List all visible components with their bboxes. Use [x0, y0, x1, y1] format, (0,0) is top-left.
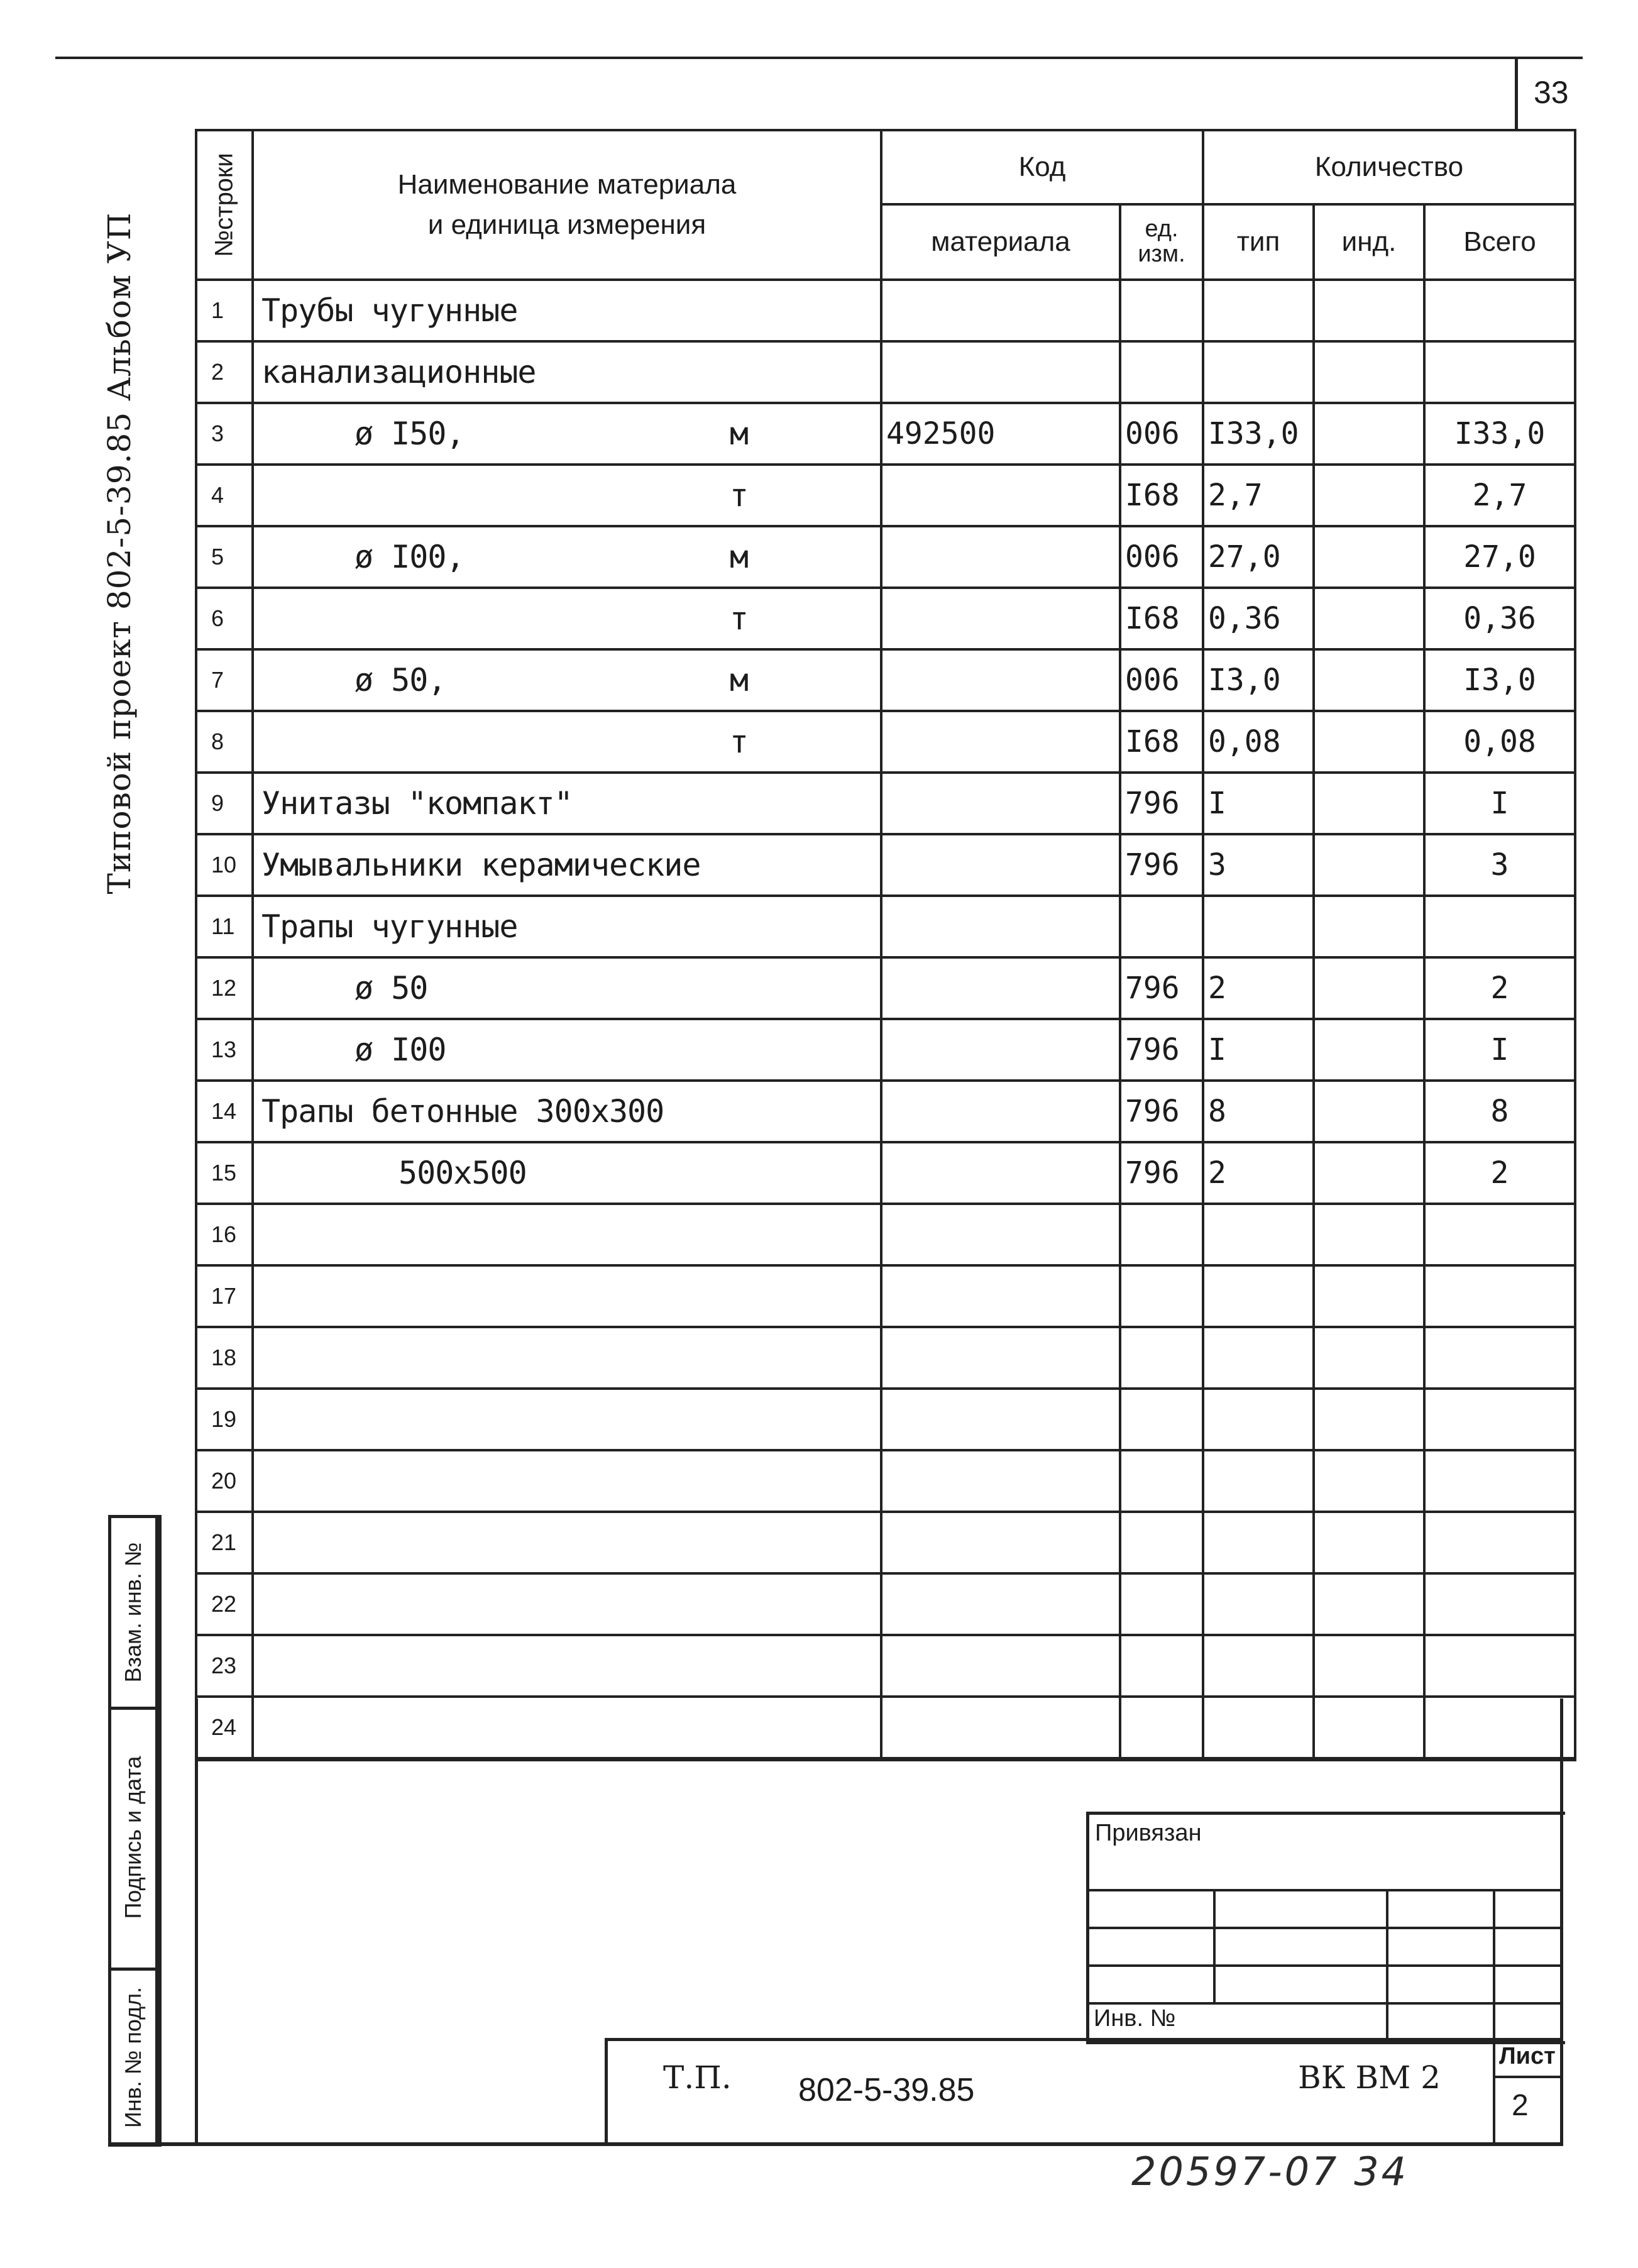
- material-name-cell: [253, 1389, 881, 1450]
- row-number: 17: [196, 1265, 253, 1327]
- table-row: [196, 896, 1575, 957]
- header-name: Наименование материала и единица измерения: [253, 130, 881, 280]
- row-number: 13: [196, 1019, 253, 1081]
- row-number: 14: [196, 1081, 253, 1142]
- page-number: 33: [1534, 75, 1569, 110]
- material-name-cell: [253, 1573, 881, 1635]
- sheet-rule: [1493, 2076, 1562, 2078]
- material-name-cell: [253, 280, 881, 341]
- qty-ind: [1314, 1081, 1424, 1142]
- qty-type: I: [1203, 773, 1314, 834]
- material-name-cell: [253, 1697, 881, 1759]
- material-name: канализационные: [261, 354, 536, 390]
- stamp-cell-podpis: Подпись и дата: [111, 1707, 158, 1971]
- material-name-cell: [253, 1142, 881, 1204]
- material-code: [881, 526, 1120, 588]
- material-name: ø 50,: [355, 662, 446, 698]
- material-code: [881, 1450, 1120, 1512]
- material-code: [881, 896, 1120, 957]
- unit-code: I68: [1120, 588, 1203, 649]
- qty-ind: [1314, 465, 1424, 526]
- table-row: [196, 1081, 1575, 1142]
- stamp-cell-vzam: Взам. инв. №: [111, 1515, 158, 1710]
- material-code: [881, 1142, 1120, 1204]
- qty-ind: [1314, 1204, 1424, 1265]
- qty-type: [1203, 1697, 1314, 1759]
- inv-no-label: Инв. №: [1094, 2005, 1176, 2032]
- qty-ind: [1314, 711, 1424, 773]
- qty-type: [1203, 1635, 1314, 1697]
- material-name-cell: [253, 1204, 881, 1265]
- table-row: [196, 588, 1575, 649]
- qty-type: [1203, 1512, 1314, 1573]
- tb-col-3: [1493, 1889, 1495, 2040]
- table-row: [196, 649, 1575, 711]
- qty-type: I33,0: [1203, 403, 1314, 465]
- qty-ind: [1314, 1697, 1424, 1759]
- table-row: [196, 1450, 1575, 1512]
- unit-code: 796: [1120, 1081, 1203, 1142]
- sheet-divider: [1493, 2038, 1495, 2142]
- material-unit: т: [729, 724, 748, 760]
- row-number: 6: [196, 588, 253, 649]
- material-name: ø I50,: [355, 416, 464, 452]
- material-code: [881, 1081, 1120, 1142]
- doc-code: ВК ВМ 2: [1298, 2059, 1441, 2096]
- qty-ind: [1314, 834, 1424, 896]
- qty-ind: [1314, 1019, 1424, 1081]
- table-row: [196, 403, 1575, 465]
- table-row: [196, 1573, 1575, 1635]
- table-row: [196, 1697, 1575, 1759]
- side-title: [94, 126, 145, 981]
- stamp-cell-inv-podl: Инв. № подл.: [111, 1971, 158, 2147]
- top-rule: [55, 57, 1583, 59]
- material-code: [881, 957, 1120, 1019]
- qty-total: I: [1424, 1019, 1575, 1081]
- row-number: 9: [196, 773, 253, 834]
- unit-code: 006: [1120, 403, 1203, 465]
- row-number: 19: [196, 1389, 253, 1450]
- project-number: 802-5-39.85: [798, 2072, 975, 2108]
- qty-total: I: [1424, 773, 1575, 834]
- qty-ind: [1314, 341, 1424, 403]
- qty-type: 2: [1203, 957, 1314, 1019]
- qty-total: [1424, 1697, 1575, 1759]
- qty-ind: [1314, 526, 1424, 588]
- qty-ind: [1314, 1450, 1424, 1512]
- table-row: [196, 1019, 1575, 1081]
- qty-total: [1424, 1450, 1575, 1512]
- material-unit: м: [729, 662, 748, 698]
- qty-total: 8: [1424, 1081, 1575, 1142]
- unit-code: [1120, 1204, 1203, 1265]
- row-number: 21: [196, 1512, 253, 1573]
- table-row: [196, 1512, 1575, 1573]
- tb-rule-4: [1086, 2002, 1562, 2005]
- unit-code: [1120, 1573, 1203, 1635]
- qty-ind: [1314, 1265, 1424, 1327]
- material-name: Унитазы "компакт": [261, 785, 573, 822]
- material-code: [881, 649, 1120, 711]
- row-number: 3: [196, 403, 253, 465]
- qty-total: [1424, 1265, 1575, 1327]
- unit-code: [1120, 1697, 1203, 1759]
- table-row: [196, 1389, 1575, 1450]
- qty-ind: [1314, 588, 1424, 649]
- header-code-group: Код: [881, 130, 1203, 204]
- material-name-cell: [253, 711, 881, 773]
- header-row-number: №строки: [196, 130, 253, 280]
- material-name: ø 50: [355, 970, 428, 1006]
- material-unit: м: [729, 416, 748, 452]
- unit-code: [1120, 896, 1203, 957]
- material-code: [881, 1204, 1120, 1265]
- material-code: [881, 1389, 1120, 1450]
- material-code: [881, 280, 1120, 341]
- material-name: ø I00: [355, 1032, 446, 1068]
- row-number: 11: [196, 896, 253, 957]
- table-row: [196, 1265, 1575, 1327]
- frame-left-line: [195, 1698, 198, 2145]
- qty-type: I3,0: [1203, 649, 1314, 711]
- qty-ind: [1314, 896, 1424, 957]
- row-number: 2: [196, 341, 253, 403]
- qty-type: [1203, 280, 1314, 341]
- qty-ind: [1314, 773, 1424, 834]
- material-name: Трубы чугунные: [261, 292, 518, 329]
- qty-type: [1203, 1389, 1314, 1450]
- material-code: [881, 711, 1120, 773]
- table-row: [196, 280, 1575, 341]
- material-name-cell: [253, 526, 881, 588]
- qty-type: [1203, 1327, 1314, 1389]
- material-name-cell: [253, 1450, 881, 1512]
- privyazan-label: Привязан: [1095, 1820, 1202, 1846]
- row-number: 24: [196, 1697, 253, 1759]
- qty-total: I33,0: [1424, 403, 1575, 465]
- material-name-cell: [253, 649, 881, 711]
- table-row: [196, 711, 1575, 773]
- tb-rule-3: [1086, 1964, 1562, 1967]
- unit-code: [1120, 341, 1203, 403]
- tb-col-1: [1213, 1889, 1216, 2002]
- qty-type: [1203, 1450, 1314, 1512]
- material-code: [881, 588, 1120, 649]
- qty-type: 27,0: [1203, 526, 1314, 588]
- header-qty-type: тип: [1203, 204, 1314, 280]
- material-code: [881, 1327, 1120, 1389]
- qty-total: [1424, 1327, 1575, 1389]
- qty-ind: [1314, 280, 1424, 341]
- qty-total: 0,08: [1424, 711, 1575, 773]
- unit-code: 796: [1120, 1142, 1203, 1204]
- material-name-cell: [253, 1081, 881, 1142]
- unit-code: [1120, 1450, 1203, 1512]
- qty-type: [1203, 341, 1314, 403]
- unit-code: 796: [1120, 1019, 1203, 1081]
- qty-total: [1424, 1389, 1575, 1450]
- material-name-cell: [253, 403, 881, 465]
- header-quantity-group: Количество: [1203, 130, 1575, 204]
- qty-type: [1203, 896, 1314, 957]
- material-name-cell: [253, 773, 881, 834]
- side-title-text: Типовой проект 802-5-39.85 Альбом УП: [101, 212, 138, 895]
- material-name: Трапы чугунные: [261, 908, 518, 945]
- qty-ind: [1314, 1635, 1424, 1697]
- tb-rule-2: [1086, 1927, 1562, 1929]
- qty-ind: [1314, 1142, 1424, 1204]
- qty-type: [1203, 1265, 1314, 1327]
- qty-type: 3: [1203, 834, 1314, 896]
- qty-total: I3,0: [1424, 649, 1575, 711]
- material-code: [881, 465, 1120, 526]
- unit-code: [1120, 1389, 1203, 1450]
- qty-ind: [1314, 957, 1424, 1019]
- material-code: [881, 1265, 1120, 1327]
- row-number: 1: [196, 280, 253, 341]
- qty-total: [1424, 1512, 1575, 1573]
- material-unit: т: [729, 600, 748, 637]
- row-number: 22: [196, 1573, 253, 1635]
- material-name-cell: [253, 465, 881, 526]
- unit-code: 796: [1120, 773, 1203, 834]
- row-number: 10: [196, 834, 253, 896]
- material-code: [881, 1512, 1120, 1573]
- table-row: [196, 341, 1575, 403]
- table-row: [196, 834, 1575, 896]
- material-name-cell: [253, 957, 881, 1019]
- header-code-material: материала: [881, 204, 1120, 280]
- qty-ind: [1314, 1573, 1424, 1635]
- tb-col-2: [1386, 1889, 1388, 2040]
- table-row: [196, 957, 1575, 1019]
- material-name-cell: [253, 341, 881, 403]
- table-row: [196, 1204, 1575, 1265]
- material-name-cell: [253, 896, 881, 957]
- material-name-cell: [253, 1635, 881, 1697]
- material-code: [881, 341, 1120, 403]
- material-code: [881, 1573, 1120, 1635]
- qty-total: [1424, 896, 1575, 957]
- material-spec-table: [195, 129, 1576, 1761]
- qty-total: 0,36: [1424, 588, 1575, 649]
- material-unit: т: [729, 477, 748, 514]
- qty-total: [1424, 1635, 1575, 1697]
- handwritten-archive-note: 20597-07 34: [1131, 2149, 1409, 2194]
- qty-total: 2: [1424, 1142, 1575, 1204]
- qty-ind: [1314, 1327, 1424, 1389]
- material-code: 492500: [881, 403, 1120, 465]
- table-row: [196, 465, 1575, 526]
- table-row: [196, 773, 1575, 834]
- qty-total: [1424, 1573, 1575, 1635]
- unit-code: 006: [1120, 526, 1203, 588]
- sheet-number: 2: [1512, 2089, 1529, 2122]
- material-name: Умывальники керамические: [261, 847, 701, 883]
- table-row: [196, 1327, 1575, 1389]
- material-name-cell: [253, 1019, 881, 1081]
- tb-rule-1: [1086, 1889, 1562, 1891]
- header-code-unit: ед. изм.: [1120, 204, 1203, 280]
- material-code: [881, 1635, 1120, 1697]
- unit-code: [1120, 1265, 1203, 1327]
- row-number: 7: [196, 649, 253, 711]
- header-qty-total: Всего: [1424, 204, 1575, 280]
- material-name-cell: [253, 1512, 881, 1573]
- row-number: 23: [196, 1635, 253, 1697]
- table-row: [196, 526, 1575, 588]
- row-number: 12: [196, 957, 253, 1019]
- row-number: 15: [196, 1142, 253, 1204]
- material-name: Трапы бетонные 300x300: [261, 1093, 664, 1130]
- table-row: [196, 1635, 1575, 1697]
- row-number: 5: [196, 526, 253, 588]
- qty-type: [1203, 1573, 1314, 1635]
- row-number: 4: [196, 465, 253, 526]
- row-number: 8: [196, 711, 253, 773]
- qty-total: 27,0: [1424, 526, 1575, 588]
- material-code: [881, 834, 1120, 896]
- row-number: 16: [196, 1204, 253, 1265]
- stamp-strip: [108, 1515, 199, 2147]
- qty-type: 0,36: [1203, 588, 1314, 649]
- unit-code: [1120, 1512, 1203, 1573]
- qty-ind: [1314, 1389, 1424, 1450]
- table-row: [196, 1142, 1575, 1204]
- row-number: 20: [196, 1450, 253, 1512]
- material-code: [881, 773, 1120, 834]
- material-name: 500x500: [399, 1155, 527, 1191]
- tp-label: Т.П.: [663, 2059, 732, 2096]
- unit-code: [1120, 280, 1203, 341]
- unit-code: [1120, 1635, 1203, 1697]
- unit-code: 796: [1120, 957, 1203, 1019]
- qty-total: [1424, 280, 1575, 341]
- material-code: [881, 1019, 1120, 1081]
- material-name-cell: [253, 588, 881, 649]
- unit-code: 006: [1120, 649, 1203, 711]
- unit-code: [1120, 1327, 1203, 1389]
- sheet-label: Лист: [1499, 2043, 1556, 2069]
- qty-total: 3: [1424, 834, 1575, 896]
- qty-total: 2: [1424, 957, 1575, 1019]
- qty-type: I: [1203, 1019, 1314, 1081]
- qty-ind: [1314, 403, 1424, 465]
- material-name-cell: [253, 1265, 881, 1327]
- material-name-cell: [253, 834, 881, 896]
- material-code: [881, 1697, 1120, 1759]
- qty-type: [1203, 1204, 1314, 1265]
- qty-type: 8: [1203, 1081, 1314, 1142]
- qty-total: 2,7: [1424, 465, 1575, 526]
- row-number: 18: [196, 1327, 253, 1389]
- header-qty-ind: инд.: [1314, 204, 1424, 280]
- qty-type: 0,08: [1203, 711, 1314, 773]
- material-unit: м: [729, 539, 748, 575]
- qty-type: 2: [1203, 1142, 1314, 1204]
- qty-ind: [1314, 1512, 1424, 1573]
- unit-code: 796: [1120, 834, 1203, 896]
- qty-ind: [1314, 649, 1424, 711]
- stamp-strip-divider: [158, 1515, 162, 2147]
- qty-total: [1424, 341, 1575, 403]
- qty-type: 2,7: [1203, 465, 1314, 526]
- qty-total: [1424, 1204, 1575, 1265]
- material-name: ø I00,: [355, 539, 464, 575]
- unit-code: I68: [1120, 465, 1203, 526]
- unit-code: I68: [1120, 711, 1203, 773]
- material-name-cell: [253, 1327, 881, 1389]
